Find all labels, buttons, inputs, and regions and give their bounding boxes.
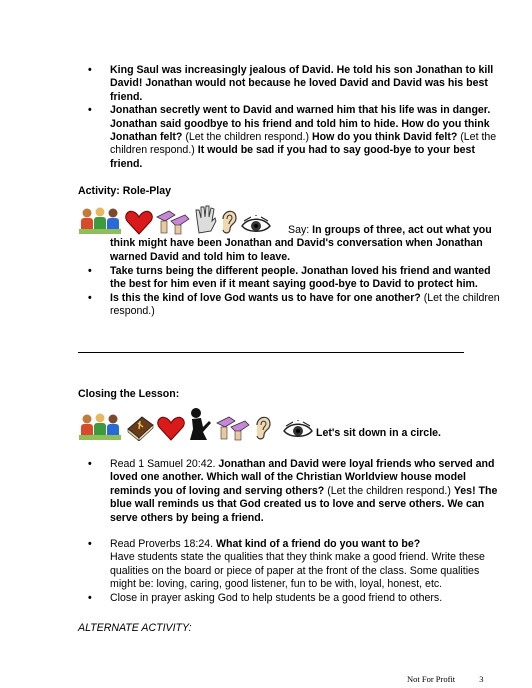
text-run: Jonathan and David were loyal friends who served and loved one another. Which wall of the Christian Worldview house model reminds you of loving and serving others?: [110, 458, 495, 497]
footer-note: Not For Profit: [407, 674, 456, 684]
intro-bullet-1: [110, 64, 500, 104]
closing-bullet-3: [110, 592, 502, 605]
text-run: Read Proverbs 18:24.: [110, 538, 216, 551]
closing-bullet-2: [110, 538, 502, 592]
intro-bullet-list: [110, 64, 500, 171]
activity-say-text: Say: In groups of three, act out what you think might have been Jonathan and David's conversation when Jonathan warned David and told him to leave.: [110, 224, 492, 263]
bible-icon: [125, 411, 155, 441]
text-run: (Let the children respond.): [110, 291, 500, 318]
text-run: Have students state the qualities that they think make a good friend. Write these qualities on the board or piece of paper at the front of the class. Some qualities might be: loving, caring, good listener, fun to be with, loyal, honest, etc.: [110, 551, 485, 591]
activity-heading: Activity: Role-Play: [78, 185, 172, 197]
closing-icon-text: Let's sit down in a circle.: [316, 427, 441, 439]
text-run: (Let the children respond.): [327, 484, 454, 497]
activity-bullet-2: [110, 292, 500, 319]
section-divider: [78, 352, 464, 353]
alternate-activity-heading: ALTERNATE ACTIVITY:: [78, 622, 192, 634]
text-run: Take turns being the different people. Jonathan loved his friend and wanted the best for him even if it meant saying good-bye to David to protect him.: [110, 265, 491, 291]
ear-icon: [253, 413, 273, 441]
text-run: It would be sad if you had to say good-bye to your best friend.: [110, 144, 475, 170]
closing-heading: Closing the Lesson:: [78, 388, 180, 400]
intro-bullet-2: [110, 104, 500, 171]
heart-icon: [157, 416, 185, 441]
text-run: (Let the children respond.): [110, 131, 497, 157]
text-run: What kind of a friend do you want to be?: [216, 538, 421, 551]
praying-icon: [187, 407, 213, 441]
activity-bullet-list: [110, 265, 500, 319]
text-run: Jonathan secretly went to David and warned him that his life was in danger. Jonathan said goodbye to his friend and told him to hide. How do you think Jonathan felt?: [110, 104, 491, 144]
footer: [407, 673, 484, 686]
activity-bullet-1: [110, 265, 500, 292]
closing-bullet-list: [110, 458, 502, 605]
closing-icon-row: [78, 403, 273, 441]
closing-bullet-1: [110, 458, 502, 525]
people-icon: [78, 413, 123, 441]
text-run: (Let the children respond.): [185, 131, 312, 144]
text-run: Close in prayer asking God to help students be a good friend to others.: [110, 591, 443, 604]
text-run: Is this the kind of love God wants us to have for one another?: [110, 291, 424, 304]
text-run: How do you think David felt?: [311, 131, 461, 144]
page-number: 3: [479, 674, 484, 684]
text-run: King Saul was increasingly jealous of David. He told his son Jonathan to kill David! Jonathan would not because he loved David and David was his best friend.: [110, 64, 494, 103]
text-run: Yes! The blue wall reminds us that God created us to love and serve others. We can serve others by being a friend.: [110, 484, 498, 524]
text-run: Read 1 Samuel 20:42.: [110, 458, 219, 470]
eye-icon: [283, 420, 313, 440]
hands-icon: [215, 413, 251, 441]
